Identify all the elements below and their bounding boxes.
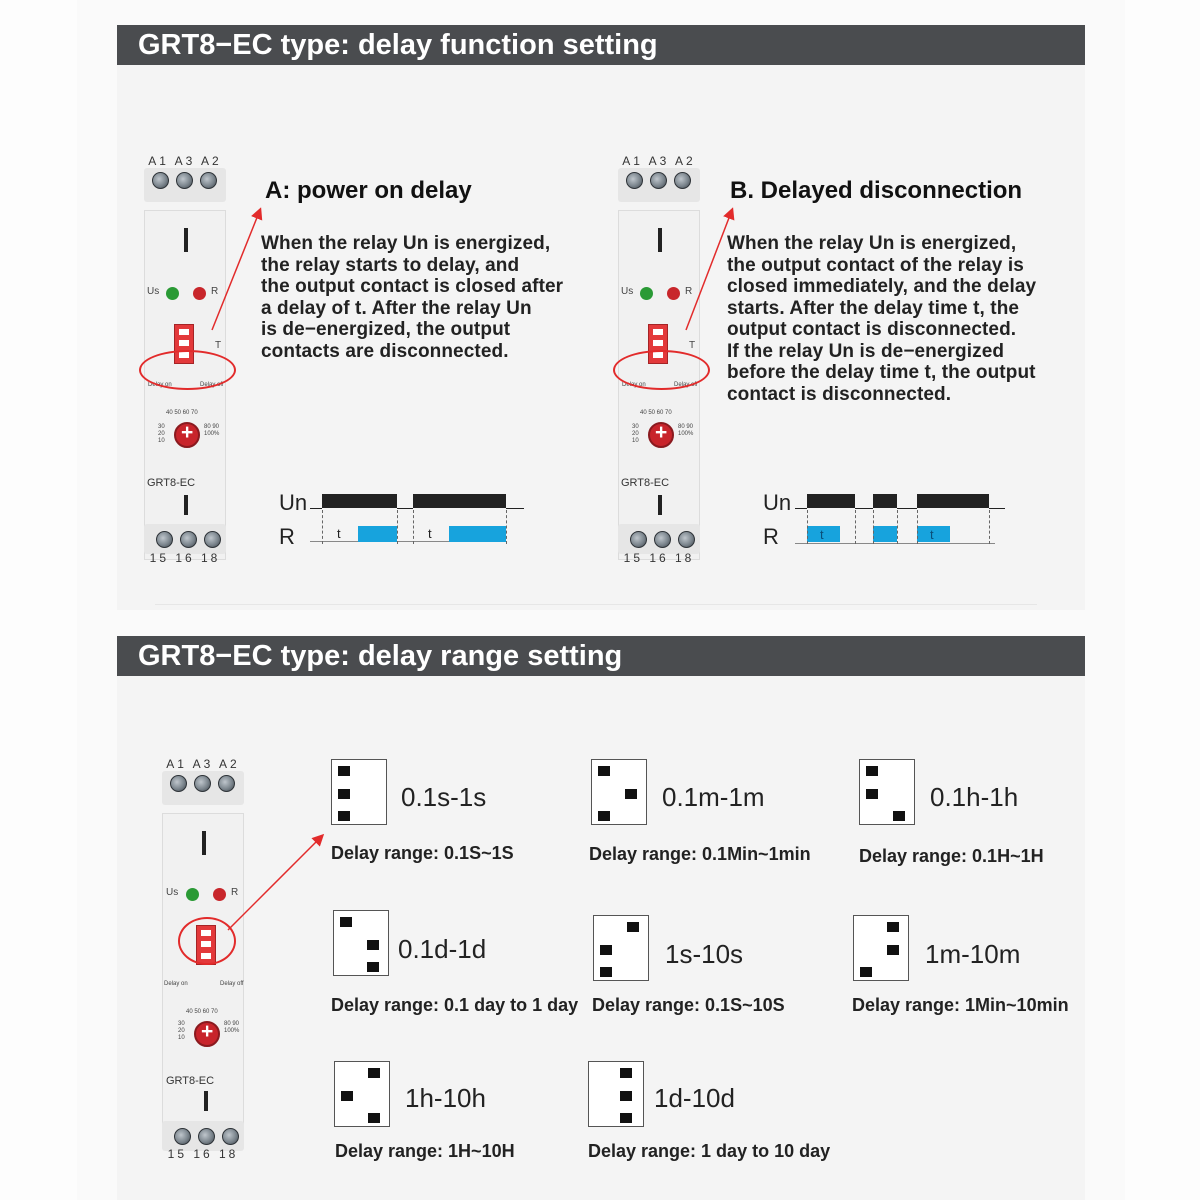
text-line: contact is disconnected.	[727, 383, 952, 405]
text-line: is de−energized, the output	[261, 319, 511, 340]
pointer-arrow-range	[0, 820, 340, 940]
t-label: t	[820, 527, 824, 542]
range-description: Delay range: 0.1S~1S	[331, 843, 514, 863]
range-description: Delay range: 0.1H~1H	[859, 846, 1044, 866]
range-description: Delay range: 1H~10H	[335, 1141, 515, 1161]
r-label: R	[211, 286, 219, 297]
dip-pattern-icon	[588, 1061, 644, 1127]
section2-title: GRT8−EC type: delay range setting	[117, 636, 1085, 676]
arrow-b	[686, 210, 732, 330]
un-on-pulse	[322, 494, 397, 508]
t-label: t	[930, 527, 934, 542]
range-code: 1s-10s	[665, 939, 744, 969]
r-label: R	[231, 887, 239, 898]
screw-icon	[170, 775, 187, 792]
text-line: If the relay Un is de−energized	[727, 340, 1005, 362]
range-code: 1m-10m	[925, 939, 1021, 969]
us-label: Us	[621, 286, 634, 297]
dip-pattern-icon	[331, 759, 387, 825]
range-code: 1d-10d	[654, 1083, 735, 1113]
range-code: 0.1s-1s	[401, 782, 487, 812]
dial-scale-top: 40 50 60 70	[166, 410, 198, 416]
mode-b-heading: B. Delayed disconnection	[730, 177, 1023, 204]
text-line: the output contact of the relay is	[727, 254, 1024, 276]
us-label: Us	[166, 887, 179, 898]
dip-pattern-icon	[334, 1061, 390, 1127]
t-label: t	[337, 526, 341, 541]
device-model-label: GRT8-EC	[166, 1075, 215, 1087]
text-line: starts. After the delay time t, the	[727, 297, 1020, 319]
device-model-label: GRT8-EC	[621, 477, 670, 489]
text-line: a delay of t. After the relay Un	[261, 297, 532, 319]
slot-mark	[204, 1091, 208, 1111]
r-label: R	[763, 524, 779, 549]
r-on-pulse	[358, 526, 397, 542]
bottom-terminal-labels: 15 16 18	[149, 551, 221, 565]
text-line: output contact is disconnected.	[727, 319, 1017, 340]
bottom-terminal-labels: 15 16 18	[623, 551, 695, 565]
text-line: When the relay Un is energized,	[261, 233, 551, 254]
us-label: Us	[147, 286, 160, 297]
device-model-label: GRT8-EC	[147, 477, 196, 489]
r-label: R	[685, 286, 693, 297]
screw-icon	[218, 775, 235, 792]
time-adjust-knob-icon	[194, 1021, 220, 1047]
delay-on-label: Delay on	[622, 382, 646, 388]
delay-off-label: Delay off	[674, 382, 698, 388]
dip-pattern-icon	[859, 759, 915, 825]
dial-scale-left: 30 20 10	[632, 424, 639, 444]
dial-scale-left: 30 20 10	[158, 424, 165, 444]
dial-scale-left: 30 20 10	[178, 1021, 185, 1041]
t-label: T	[689, 340, 696, 351]
dip-pattern-icon	[593, 915, 649, 981]
dial-scale-right: 80 90 100%	[678, 424, 694, 437]
text-line: closed immediately, and the delay	[727, 276, 1037, 297]
text-line: contacts are disconnected.	[261, 340, 509, 362]
top-terminal-labels: A1 A3 A2	[148, 154, 222, 168]
delay-off-label: Delay off	[220, 981, 244, 987]
mode-a-heading: A: power on delay	[265, 177, 472, 204]
dip-pattern-icon	[333, 910, 389, 976]
section1-title: GRT8−EC type: delay function setting	[117, 25, 1085, 65]
screw-icon	[222, 1128, 239, 1145]
screw-icon	[198, 1128, 215, 1145]
screw-icon	[194, 775, 211, 792]
range-description: Delay range: 1Min~10min	[852, 995, 1069, 1015]
r-on-pulse	[449, 526, 506, 542]
un-on-pulse	[873, 494, 897, 508]
section-divider	[155, 604, 1037, 605]
text-line: When the relay Un is energized,	[727, 233, 1017, 254]
arrow-a	[212, 210, 260, 330]
text-line: the relay starts to delay, and	[261, 254, 520, 276]
range-code: 1h-10h	[405, 1083, 486, 1113]
range-description: Delay range: 1 day to 10 day	[588, 1141, 831, 1161]
screw-icon	[174, 1128, 191, 1145]
range-description: Delay range: 0.1 day to 1 day	[331, 995, 579, 1015]
text-line: the output contact is closed after	[261, 276, 564, 297]
delay-off-label: Delay off	[200, 382, 224, 388]
un-label: Un	[763, 490, 792, 515]
range-description: Delay range: 0.1S~10S	[592, 995, 785, 1015]
range-code: 0.1h-1h	[930, 782, 1019, 812]
top-terminal-labels: A1 A3 A2	[622, 154, 696, 168]
un-on-pulse	[413, 494, 506, 508]
mode-b-description	[727, 233, 1036, 405]
range-code: 0.1m-1m	[662, 782, 765, 812]
range-code: 0.1d-1d	[398, 934, 487, 964]
t-label: t	[428, 526, 432, 541]
text-line: before the delay time t, the output	[727, 362, 1036, 383]
dial-scale-top: 40 50 60 70	[640, 410, 672, 416]
delay-on-label: Delay on	[148, 382, 172, 388]
mode-a-description	[261, 233, 563, 362]
dip-pattern-icon	[591, 759, 647, 825]
dip-pattern-icon	[853, 915, 909, 981]
dial-scale-right: 80 90 100%	[224, 1021, 240, 1034]
dial-scale-right: 80 90 100%	[204, 424, 220, 437]
r-on-pulse	[873, 526, 897, 542]
dial-scale-top: 40 50 60 70	[186, 1009, 218, 1015]
range-description: Delay range: 0.1Min~1min	[589, 844, 811, 864]
t-label: T	[215, 340, 222, 351]
r-label: R	[279, 524, 295, 549]
top-terminal-labels: A1 A3 A2	[166, 757, 240, 771]
un-on-pulse	[917, 494, 989, 508]
delay-on-label: Delay on	[164, 981, 188, 987]
un-on-pulse	[807, 494, 855, 508]
un-label: Un	[279, 490, 308, 515]
bottom-terminal-labels: 15 16 18	[167, 1147, 239, 1161]
